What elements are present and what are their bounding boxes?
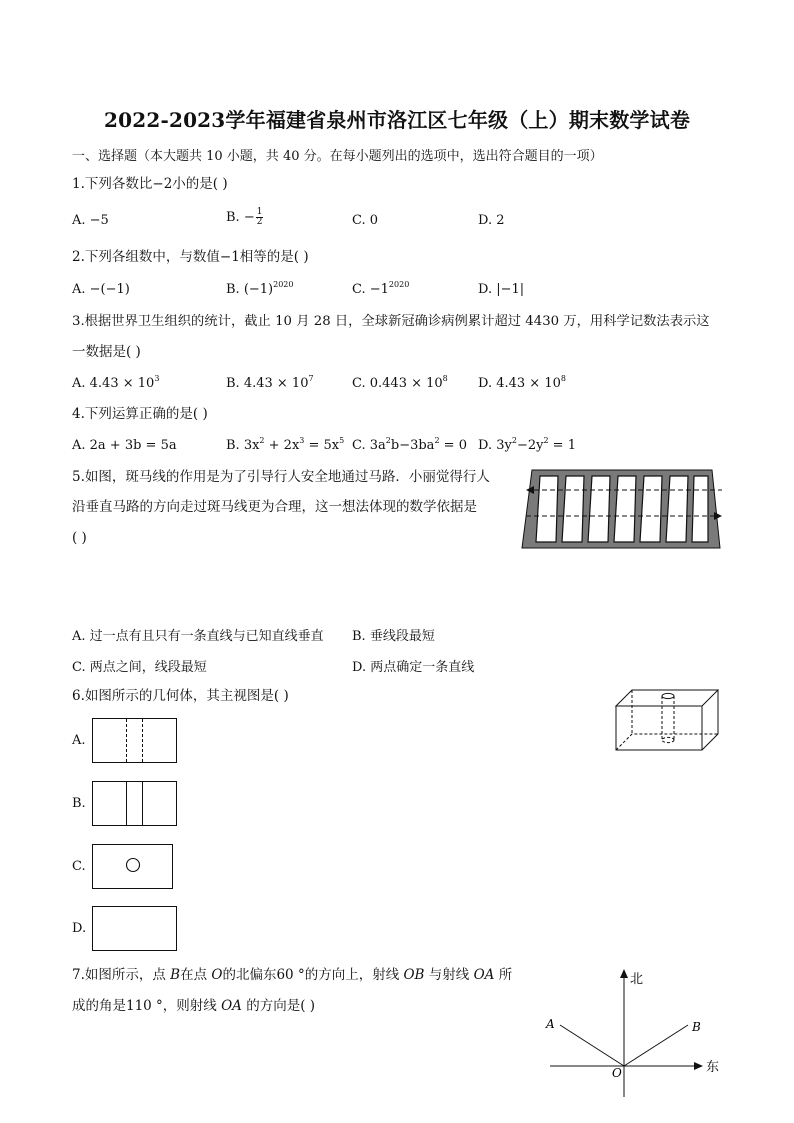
- question-6-stem: 6.如图所示的几何体，其主视图是( ): [72, 688, 289, 704]
- question-5-stem-line3: ( ): [72, 530, 87, 546]
- q5-option-d: D. 两点确定一条直线: [352, 660, 475, 675]
- box-right-edges: [702, 690, 718, 750]
- ray-ob: [624, 1025, 688, 1066]
- q3-option-d: D. $4.43 \times 10^8$: [478, 374, 566, 391]
- question-4-stem: 4.下列运算正确的是( ): [72, 406, 208, 422]
- hidden-line: [126, 719, 127, 762]
- q4-option-d: D. $3y^2-2y^2 = 1$: [478, 436, 576, 453]
- point-b-label: B: [692, 1020, 701, 1034]
- cylinder-top: [662, 693, 674, 698]
- section-heading: 一、选择题（本大题共 10 小题，共 40 分。在每小题列出的选项中，选出符合题目的一项）: [72, 149, 603, 164]
- question-7-stem-line2: 成的角是110 °，则射线 OA 的方向是( ): [72, 998, 316, 1014]
- solid-with-cylinder-hole-figure: [612, 686, 724, 754]
- crosswalk-figure: [518, 466, 728, 552]
- box-top-face: [616, 690, 718, 706]
- q2-option-b: B. $(-1)^{2020}$: [226, 280, 294, 297]
- q5-option-b: B. 垂线段最短: [352, 629, 435, 644]
- question-7-stem-line1: 7.如图所示，点 B在点 O的北偏东60 °的方向上，射线 OB 与射线 OA 所: [72, 967, 513, 983]
- q6-option-a-figure: [92, 718, 177, 763]
- q4-option-c: C. $3a^2b-3ba^2 = 0$: [352, 436, 467, 453]
- q6-option-c-label: C.: [72, 859, 86, 874]
- q3-option-b: B. $4.43 \times 10^7$: [226, 374, 314, 391]
- q3-option-c: C. $0.443 \times 10^8$: [352, 374, 448, 391]
- question-5-stem-line1: 5.如图，斑马线的作用是为了引导行人安全地通过马路．小丽觉得行人: [72, 469, 490, 485]
- q3-option-a: A. $4.43 \times 10^3$: [72, 374, 160, 391]
- point-a-label: A: [546, 1017, 555, 1031]
- q4-option-b: B. $3x^2 + 2x^3 = 5x^5$: [226, 436, 345, 453]
- circle-icon: [93, 845, 172, 888]
- direction-diagram: [540, 965, 730, 1105]
- question-3-stem-line1: 3.根据世界卫生组织的统计，截止 10 月 28 日，全球新冠确诊病例累计超过 4430 万，用科学记数法表示这: [72, 314, 710, 329]
- arrow-right-icon: [714, 512, 722, 520]
- east-arrow-icon: [694, 1062, 703, 1070]
- q2-option-c: C. $-1^{2020}$: [352, 280, 410, 297]
- q1-option-c: C. 0: [352, 213, 379, 228]
- visible-line: [142, 782, 143, 825]
- q5-option-c: C. 两点之间，线段最短: [72, 660, 207, 675]
- q2-option-d: D. |−1|: [478, 282, 525, 297]
- question-1-stem: 1.下列各数比−2小的是( ): [72, 176, 228, 192]
- q1-option-b: B. − $\frac{1}{2}$: [226, 207, 263, 227]
- q5-option-a: A. 过一点有且只有一条直线与已知直线垂直: [72, 629, 324, 644]
- q6-option-b-figure: [92, 781, 177, 826]
- box-hidden-edges: [616, 734, 718, 750]
- question-5-stem-line2: 沿垂直马路的方向走过斑马线更为合理，这一想法体现的数学依据是: [72, 499, 477, 515]
- q6-option-d-figure: [92, 906, 177, 951]
- q2-option-a: A. −(−1): [72, 282, 130, 297]
- ray-oa: [560, 1025, 624, 1066]
- q6-option-a-label: A.: [72, 733, 86, 748]
- cylinder-bottom: [662, 737, 674, 742]
- visible-line: [126, 782, 127, 825]
- north-arrow-icon: [620, 969, 628, 978]
- point-o-label: O: [612, 1066, 622, 1080]
- fraction-one-half: $\frac{1}{2}$: [256, 207, 263, 227]
- hidden-line: [142, 719, 143, 762]
- q1-option-a: A. −5: [72, 213, 109, 228]
- q6-option-b-label: B.: [72, 796, 86, 811]
- box-front-face: [616, 706, 702, 750]
- question-2-stem: 2.下列各组数中，与数值−1相等的是( ): [72, 249, 309, 265]
- east-label: 东: [706, 1060, 720, 1075]
- exam-title: 2022-2023学年福建省泉州市洛江区七年级（上）期末数学试卷: [103, 108, 691, 132]
- question-3-stem-line2: 一数据是( ): [72, 344, 141, 360]
- q1-option-d: D. 2: [478, 213, 505, 228]
- q4-option-a: A. 2a + 3b = 5a: [72, 438, 177, 453]
- q6-option-d-label: D.: [72, 921, 87, 936]
- q6-option-c-figure: [92, 844, 173, 889]
- north-label: 北: [630, 972, 644, 987]
